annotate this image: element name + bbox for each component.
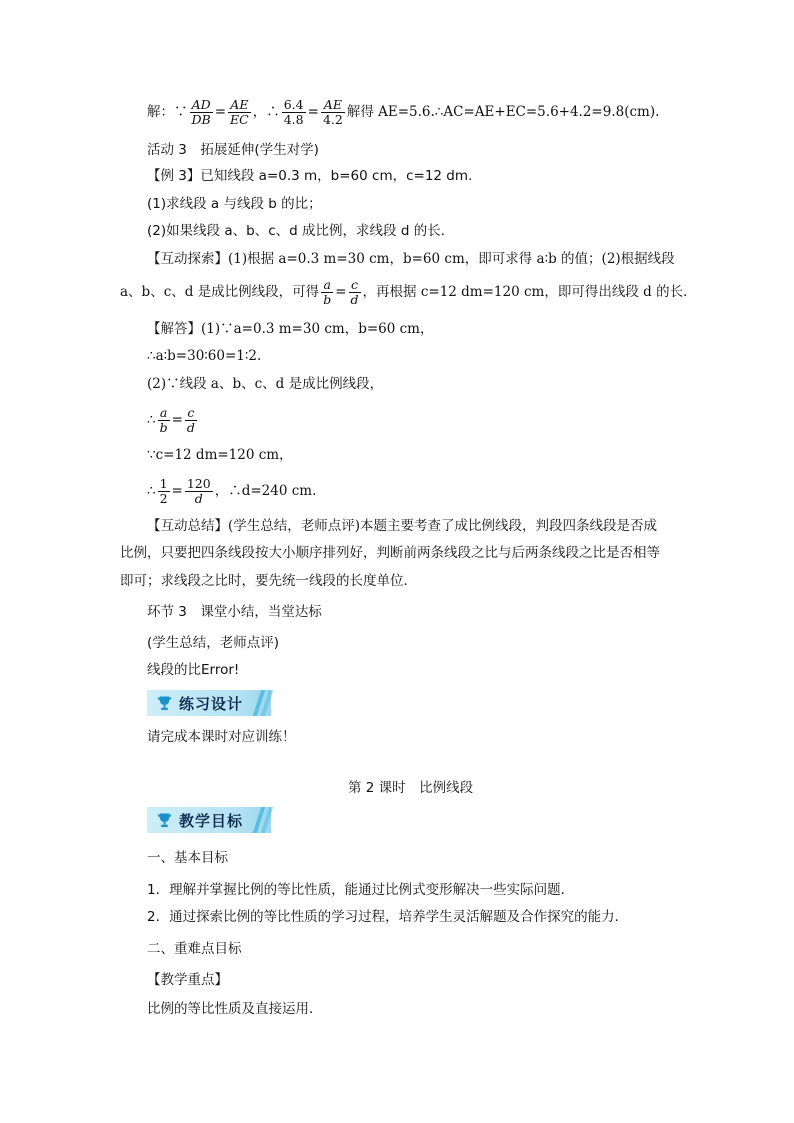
goal-1: 1．理解并掌握比例的等比性质，能通过比例式变形解决一些实际问题．	[147, 882, 575, 898]
numerator: AE	[228, 98, 251, 113]
text: ∴	[147, 483, 156, 499]
numerator: 120	[186, 476, 211, 491]
answer-line-1: 【解答】(1)∵a=0.3 m=30 cm，b=60 cm，	[147, 321, 434, 337]
numerator: AD	[190, 98, 213, 113]
badge-label: 教学目标	[179, 812, 244, 830]
denominator: DB	[191, 112, 211, 127]
answer-line-6	[147, 470, 316, 512]
denominator: d	[350, 292, 359, 307]
fraction-ae-4-2	[321, 98, 345, 127]
denominator: EC	[230, 112, 249, 127]
section-heading: 环节 3 课堂小结，当堂达标	[147, 604, 322, 620]
basic-goals-heading: 一、基本目标	[147, 850, 228, 866]
fraction-6-4-4-8	[282, 98, 306, 127]
numerator: a	[158, 406, 170, 421]
text: 解得 AE=5.6.∴AC=AE+EC=5.6+4.2=9.8(cm).	[346, 104, 660, 120]
lesson-title: 第 2 课时 比例线段	[348, 780, 474, 796]
fraction-a-b	[158, 406, 170, 435]
text: =	[171, 412, 183, 428]
fraction-120-d	[185, 477, 213, 506]
answer-line-3: (2)∵线段 a、b、c、d 是成比例线段，	[147, 376, 384, 392]
trophy-icon	[157, 695, 172, 711]
answer-line-5: ∵c=12 dm=120 cm，	[147, 447, 293, 463]
numerator: 6.4	[283, 97, 304, 112]
note-line: (学生总结，老师点评)	[147, 635, 280, 651]
denominator: b	[159, 420, 168, 435]
denominator: 4.2	[322, 112, 343, 127]
text: a、b、c、d 是成比例线段，可得	[120, 284, 320, 300]
numerator: AE	[321, 98, 345, 113]
teaching-focus-content: 比例的等比性质及直接运用．	[147, 1001, 323, 1017]
summary-line-1: 【互动总结】(学生总结，老师点评)本题主要考查了成比例线段，判段四条线段是否成	[147, 518, 658, 534]
text: =	[307, 104, 319, 120]
practice-instruction: 请完成本课时对应训练！	[147, 729, 296, 745]
trophy-icon	[157, 812, 172, 828]
key-goals-heading: 二、重难点目标	[147, 941, 242, 957]
text: ，再根据 c=12 dm=120 cm，即可得出线段 d 的长．	[362, 284, 697, 300]
activity-heading: 活动 3 拓展延伸(学生对学)	[147, 142, 319, 158]
denominator: d	[186, 420, 195, 435]
text: =	[214, 104, 227, 120]
summary-line-2: 比例，只要把四条线段按大小顺序排列好，判断前两条线段之比与后两条线段之比是否相等	[120, 545, 660, 561]
exploration-line-1: 【互动探索】(1)根据 a=0.3 m=30 cm，b=60 cm，即可求得 a∶b 的值；(2)根据线段	[147, 251, 675, 267]
fraction-a-b	[321, 278, 333, 307]
denominator: 4.8	[283, 112, 304, 127]
error-line: 线段的比Error!	[147, 662, 240, 678]
answer-line-2: ∴a∶b=30∶60=1∶2.	[147, 348, 262, 364]
numerator: a	[321, 278, 333, 293]
solution-line-1	[147, 97, 659, 127]
denominator: 2	[159, 491, 168, 506]
question-1: (1)求线段 a 与线段 b 的比；	[147, 196, 322, 212]
text: =	[171, 483, 183, 499]
answer-line-4	[147, 400, 199, 440]
question-2: (2)如果线段 a、b、c、d 成比例，求线段 d 的长．	[147, 223, 455, 239]
fraction-c-d	[349, 278, 361, 307]
fraction-1-2	[158, 477, 170, 506]
teaching-focus-heading: 【教学重点】	[147, 972, 228, 988]
denominator: d	[194, 491, 203, 506]
example-3: 【例 3】已知线段 a=0.3 m，b=60 cm，c=12 dm.	[147, 168, 473, 184]
practice-design-badge	[147, 690, 271, 716]
numerator: c	[349, 278, 361, 293]
summary-line-3: 即可；求线段之比时，要先统一线段的长度单位．	[120, 573, 417, 589]
exploration-line-2	[120, 272, 697, 312]
denominator: b	[323, 292, 332, 307]
goal-2: 2．通过探索比例的等比性质的学习过程，培养学生灵活解题及合作探究的能力．	[147, 909, 629, 925]
text: 解：∵	[147, 104, 188, 120]
fraction-ad-db	[190, 98, 213, 127]
teaching-goals-badge	[147, 807, 271, 833]
fraction-ae-ec	[228, 98, 251, 127]
numerator: c	[185, 406, 197, 421]
badge-label: 练习设计	[179, 695, 244, 713]
text: ，∴	[252, 104, 280, 120]
text: =	[335, 284, 347, 300]
fraction-c-d	[185, 406, 197, 435]
numerator: 1	[159, 476, 168, 491]
text: ∴	[147, 412, 156, 428]
text: ，∴d=240 cm.	[214, 483, 317, 499]
